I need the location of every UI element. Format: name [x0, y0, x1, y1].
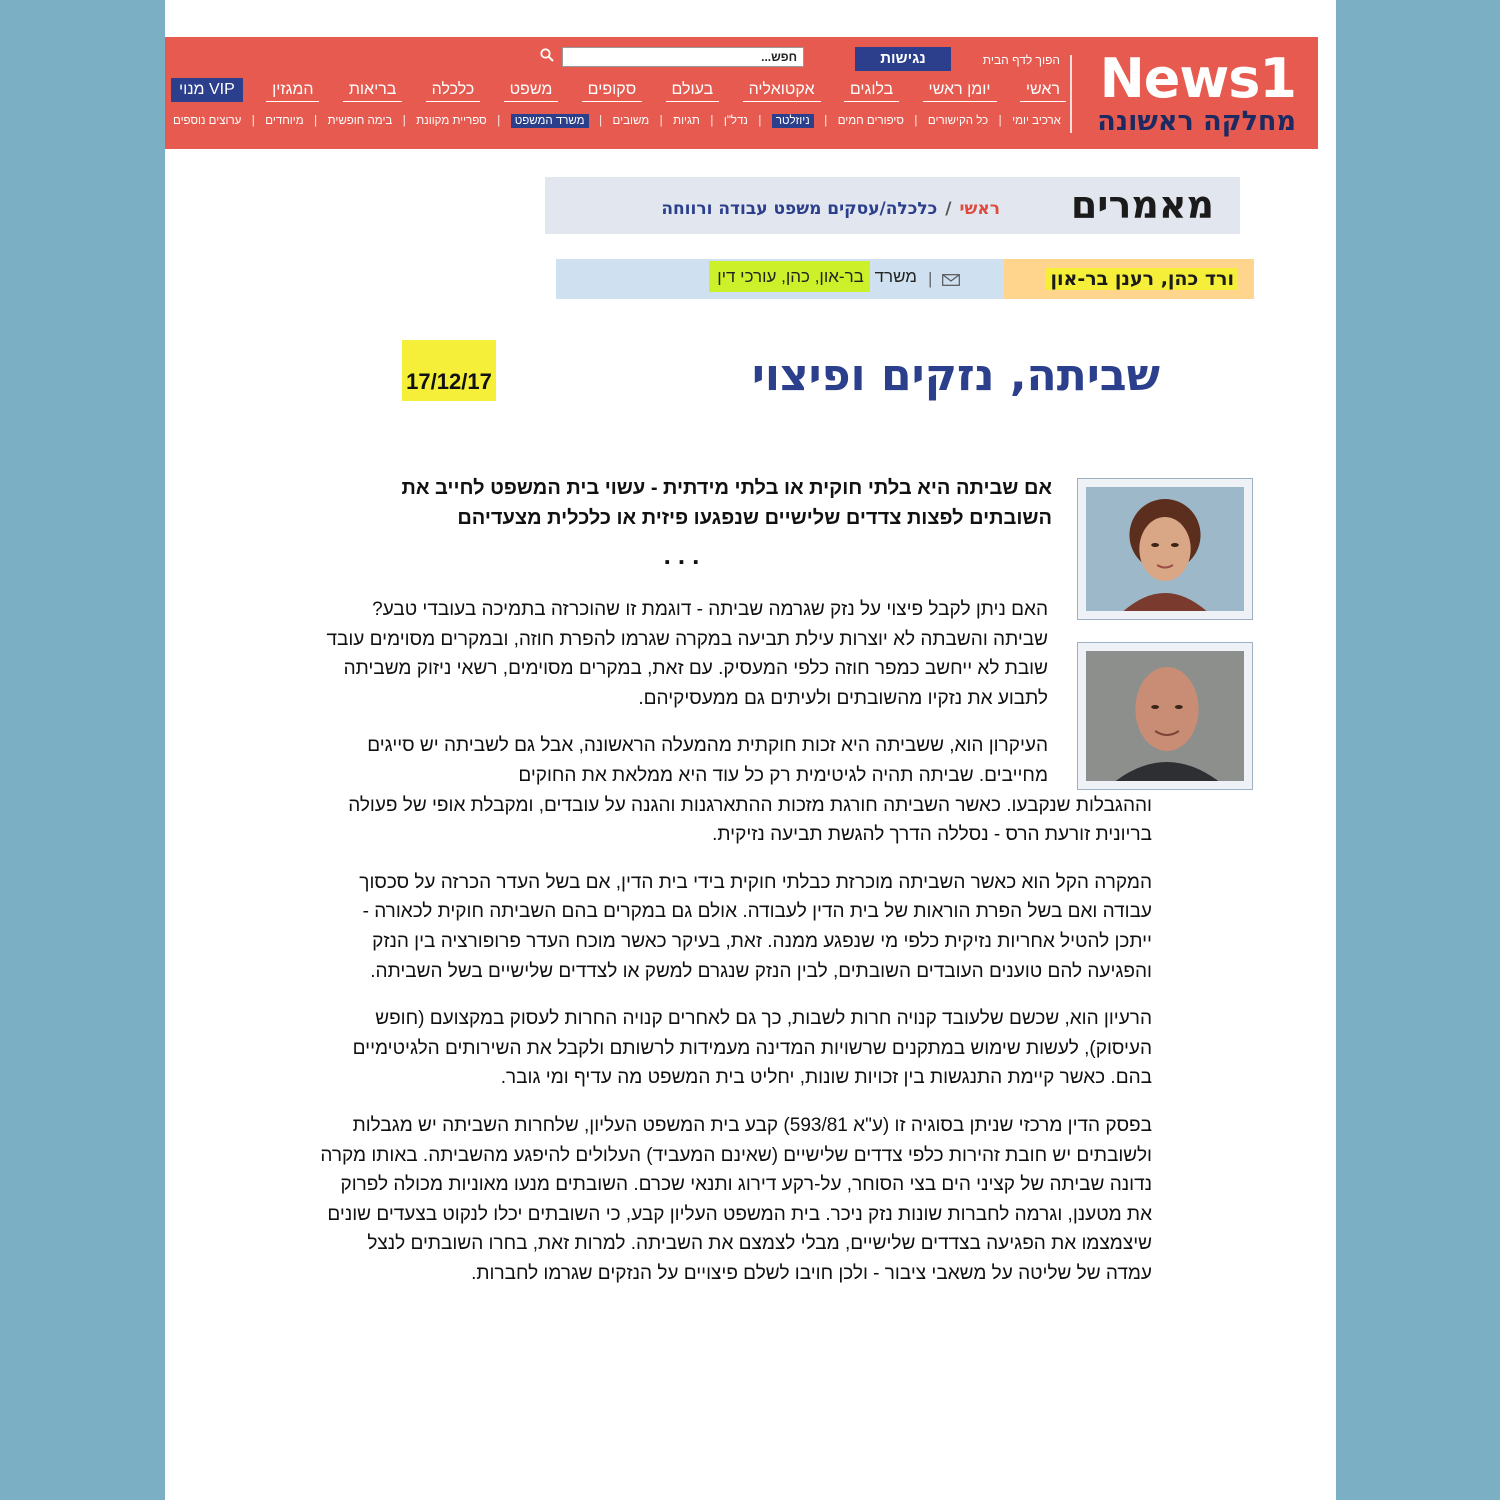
set-homepage-link[interactable]: הפוך לדף הבית: [982, 53, 1060, 67]
search-input[interactable]: [562, 47, 804, 67]
nav-item-current-affairs[interactable]: אקטואליה: [743, 79, 821, 102]
nav-item-health[interactable]: בריאות: [343, 79, 403, 102]
subnav-item[interactable]: מיוחדים: [265, 115, 304, 127]
logo-divider: [1070, 55, 1072, 133]
article-body: [320, 595, 1152, 1306]
paragraph: העיקרון הוא, ששביתה היא זכות חוקתית מהמעלה הראשונה, אבל גם לשביתה יש סייגים מחייבים. שביתה תהיה לגיטימית רק כל עוד היא ממלאת את החוקים: [367, 735, 1048, 786]
article-date: 17/12/17: [402, 340, 496, 401]
subnav-item[interactable]: ערוצים נוספים: [173, 115, 242, 127]
section-bar: [545, 177, 1240, 234]
nav-item-vip[interactable]: מנוי VIP: [171, 78, 243, 102]
firm-name: בר-און, כהן, עורכי דין: [709, 261, 870, 292]
portrait-woman-icon: [1086, 487, 1244, 611]
paragraph: האם ניתן לקבל פיצוי על נזק שגרמה שביתה - דוגמת זו שהוכרזה בתמיכה בעובדי טבע? שביתה והשבתה לא יוצרות עילת תביעה במקרה שגרמו להפרת חוזה, ובמקרים מסוימים עובד שובת לא ייחשב כמפר חוזה כלפי המעסיק. עם זאת, במקרים מסוימים, רשאי ניזוק משביתה לתבוע את נזקיו מהשובתים ולעיתים גם ממעסיקיהם.: [326, 599, 1048, 709]
search-icon[interactable]: [540, 48, 554, 62]
breadcrumb-path[interactable]: כלכלה/עסקים משפט עבודה ורווחה: [661, 199, 938, 219]
subnav-item[interactable]: תגיות: [673, 115, 700, 127]
author-bar: [556, 259, 1254, 299]
accessibility-button[interactable]: נגישות: [855, 47, 951, 71]
nav-item-main-diary[interactable]: יומן ראשי: [923, 79, 997, 102]
logo-subtitle: מחלקה ראשונה: [1097, 106, 1296, 137]
breadcrumb: ראשי/כלכלה/עסקים משפט עבודה ורווחה: [661, 199, 1000, 219]
nav-item-scoops[interactable]: סקופים: [582, 79, 643, 102]
subnav-item-newsletter[interactable]: ניוזלטר: [772, 114, 814, 128]
sub-nav: ארכיב יומי | כל הקישורים | סיפורים חמים | ניוזלטר | נדל"ן | תגיות | משובים | משרד המשפט | ספריית מקוונת | בימה חופשית | מיוחדים | ערוצים נוספים: [173, 115, 1061, 127]
page: [165, 0, 1336, 1500]
main-nav: [171, 75, 1066, 105]
site-header: [165, 37, 1318, 149]
subnav-item[interactable]: משובים: [612, 115, 650, 127]
subnav-item[interactable]: ארכיב יומי: [1012, 115, 1061, 127]
nav-item-law[interactable]: משפט: [504, 79, 559, 102]
author-names[interactable]: ורד כהן, רענן בר-און: [1046, 268, 1238, 290]
subnav-item[interactable]: ספריית מקוונת: [416, 115, 487, 127]
paragraph: בפסק הדין מרכזי שניתן בסוגיה זו (ע"א 593/81) קבע בית המשפט העליון, שלחרות השביתה יש מגבלות ולשובתים יש חובת זהירות כלפי צדדים שלישיים (שאינם המעביד) העלולים להיפגע מהשביתה. באותו מקרה נדונה שביתה של קציני הים בצי הסוחר, על-רקע דירוג ותנאי שכרם. השובתים מנעו מאוניות מכולה לפרוק את מטענן, וגרמה לחברות שונות נזק ניכר. בית המשפט העליון קבע, כי השובתים יכלו לנקוט בצעדים שונים שיצמצמו את הפגיעה בצדדים שלישיים, מבלי לצמצם את השביתה. למרות זאת, בחרו השובתים לנצל עמדה של שליטה על משאבי ציבור - ולכן חויבו לשלם פיצויים על הנזקים שגרמו לחברות.: [320, 1114, 1152, 1284]
section-title: מאמרים: [1070, 183, 1214, 227]
nav-item-world[interactable]: בעולם: [666, 79, 720, 102]
nav-item-blogs[interactable]: בלוגים: [844, 79, 899, 102]
separator-dots: ...: [663, 540, 707, 570]
subnav-item[interactable]: כל הקישורים: [927, 115, 989, 127]
nav-item-magazine[interactable]: המגזין: [266, 79, 319, 102]
subnav-item-law-office[interactable]: משרד המשפט: [511, 114, 589, 128]
breadcrumb-home[interactable]: ראשי: [959, 199, 1000, 219]
paragraph: המקרה הקל הוא כאשר השביתה מוכרזת כבלתי חוקית בידי בית הדין, אם בשל העדר הכרזה על סכסוך עבודה ואם בשל הפרת הוראות של בית הדין לעבודה. אולם גם במקרים בהם השביתה חוקית לכאורה - ייתכן להטיל אחריות נזיקית כלפי מי שנפגע ממנה. זאת, בעיקר כאשר מוכח העדר פרופורציה בין הנזק והפגיעה להם טוענים העובדים השובתים, לבין הנזק שנגרם למשק או לצדדים שלישיים בשל השביתה.: [359, 871, 1152, 982]
article-lead: אם שביתה היא בלתי חוקית או בלתי מידתית - עשוי בית המשפט לחייב את השובתים לפצות צדדים שלישיים שנפגעו פיזית או כלכלית מצעדיהם: [401, 477, 1052, 529]
author-separator: |: [928, 269, 933, 288]
paragraph-continuation: וההגבלות שנקבעו. כאשר השביתה חורגת מזכות ההתארגנות והגנה על עובדים, ומקבלת אופי של פעולה בריונית זורעת הרס - נסללה הדרך להגשת תביעה נזיקית.: [348, 794, 1152, 846]
subnav-item[interactable]: סיפורים חמים: [837, 115, 904, 127]
subnav-item[interactable]: נדל"ן: [723, 115, 748, 127]
firm-prefix: משרד: [874, 267, 917, 286]
article-title: שביתה, נזקים ופיצוי: [751, 350, 1160, 401]
nav-item-economy[interactable]: כלכלה: [426, 79, 481, 102]
nav-item-home[interactable]: ראשי: [1020, 79, 1066, 102]
author-name-box: [1004, 259, 1254, 299]
author-firm[interactable]: [709, 267, 917, 287]
mail-icon[interactable]: [942, 274, 960, 286]
site-logo[interactable]: [1081, 47, 1296, 137]
paragraph: הרעיון הוא, שכשם שלעובד קנויה חרות לשבות, כך גם לאחרים קנויה החרות לעסוק במקצועם (חופש העיסוק), לעשות שימוש במתקנים שרשויות המדינה מעמידות לרשותם ולקבל את השירותים הלגיטימיים בהם. כאשר קיימת התנגשות בין זכויות שונות, יחליט בית המשפט מה עדיף ומי גובר.: [352, 1008, 1152, 1089]
subnav-item[interactable]: בימה חופשית: [327, 115, 393, 127]
logo-brand: News1: [1099, 47, 1296, 110]
